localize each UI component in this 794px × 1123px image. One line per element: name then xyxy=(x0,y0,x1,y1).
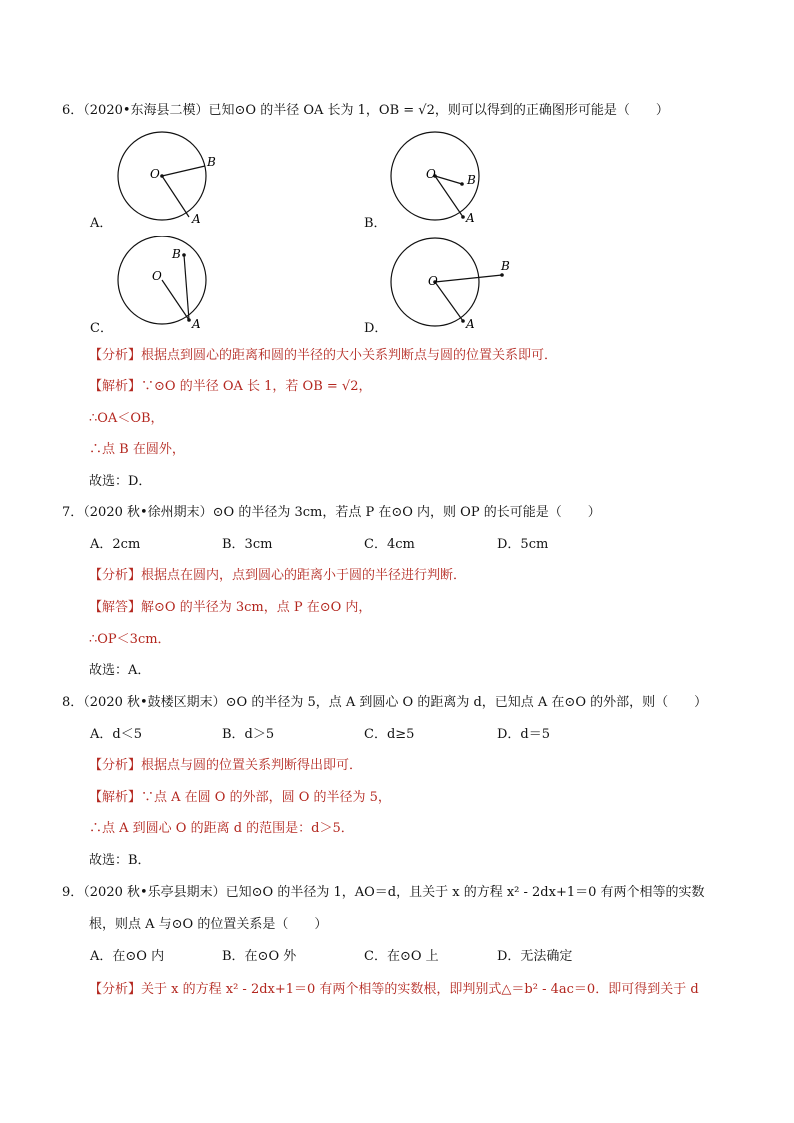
q8-option-b: B．d＞5 xyxy=(222,727,275,742)
q7-option-d: D．5cm xyxy=(497,537,549,552)
analysis-text: 根据点到圆心的距离和圆的半径的大小关系判断点与圆的位置关系即可． xyxy=(141,348,558,363)
q9-stem: 9．（2020 秋•乐亭县期末）已知⊙O 的半径为 1，AO＝d，且关于 x 的方程 x² - 2dx+1＝0 有两个相等的实数 xyxy=(62,885,705,900)
figure-c xyxy=(110,236,230,336)
q7-analysis xyxy=(89,567,466,585)
q7-option-c: C．4cm xyxy=(364,537,415,552)
point-o-label: O xyxy=(428,274,438,288)
q9-option-d: D．无法确定 xyxy=(497,949,573,964)
q8-answer: 故选：B． xyxy=(89,853,151,868)
point-a-label: A xyxy=(466,211,475,225)
q6-answer: 故选：D． xyxy=(89,474,152,489)
q9-stem-continued: 根，则点 A 与⊙O 的位置关系是（ ） xyxy=(89,917,328,932)
solution-text: ∵⊙O 的半径 OA 长 1，若 OB = √2， xyxy=(141,379,372,394)
point-b-label: B xyxy=(172,247,181,261)
q9-analysis xyxy=(89,981,699,999)
point-o-label: O xyxy=(426,167,436,181)
q6-option-d: D． xyxy=(364,321,388,336)
point-a-label: A xyxy=(192,212,201,226)
q8-step-1: ∴点 A 到圆心 O 的距离 d 的范围是：d＞5． xyxy=(89,821,354,836)
q9-option-a: A．在⊙O 内 xyxy=(90,949,165,964)
q8-option-d: D．d＝5 xyxy=(497,727,551,742)
solution-tag: 【解析】 xyxy=(89,379,142,394)
q6-option-c: C． xyxy=(90,321,113,336)
q8-stem: 8．（2020 秋•鼓楼区期末）⊙O 的半径为 5，点 A 到圆心 O 的距离为 d，已知点 A 在⊙O 的外部，则（ ） xyxy=(62,695,708,710)
q6-step-2: ∴点 B 在圆外， xyxy=(89,442,185,457)
q7-answer: 故选：A． xyxy=(89,663,151,678)
point-a-label: A xyxy=(466,317,475,331)
point-b-label: B xyxy=(207,155,216,169)
q7-option-a: A．2cm xyxy=(90,537,141,552)
q8-option-c: C．d≥5 xyxy=(364,727,415,742)
analysis-text: 根据点在圆内，点到圆心的距离小于圆的半径进行判断． xyxy=(141,568,467,583)
point-b-label: B xyxy=(467,173,476,187)
q8-option-a: A．d＜5 xyxy=(90,727,142,742)
point-a-label: A xyxy=(192,317,201,331)
q7-stem: 7．（2020 秋•徐州期末）⊙O 的半径为 3cm，若点 P 在⊙O 内，则 OP 的长可能是（ ） xyxy=(62,505,601,520)
q6-option-b: B． xyxy=(364,216,387,231)
solution-tag: 【解答】 xyxy=(89,600,142,615)
q9-option-c: C．在⊙O 上 xyxy=(364,949,439,964)
solution-tag: 【解析】 xyxy=(89,790,142,805)
point-o-label: O xyxy=(150,167,160,181)
q6-step-1: ∴OA＜OB， xyxy=(89,411,164,426)
figure-b xyxy=(385,130,505,230)
q9-option-b: B．在⊙O 外 xyxy=(222,949,297,964)
figure-a xyxy=(110,130,230,230)
q6-stem: 6．（2020•东海县二模）已知⊙O 的半径 OA 长为 1，OB = √2，则可以得到的正确图形可能是（ ） xyxy=(62,103,669,118)
q7-solution xyxy=(89,599,371,617)
q7-step-1: ∴OP＜3cm． xyxy=(89,632,171,647)
q7-option-b: B．3cm xyxy=(222,537,273,552)
q8-solution xyxy=(89,789,391,807)
q6-solution xyxy=(89,378,371,396)
point-o-label: O xyxy=(152,269,162,283)
analysis-tag: 【分析】 xyxy=(89,568,142,583)
solution-text: ∵点 A 在圆 O 的外部，圆 O 的半径为 5， xyxy=(141,790,391,805)
q6-analysis xyxy=(89,347,557,365)
solution-text: 解⊙O 的半径为 3cm，点 P 在⊙O 内， xyxy=(141,600,372,615)
analysis-text: 根据点与圆的位置关系判断得出即可． xyxy=(141,758,363,773)
point-b-label: B xyxy=(501,259,510,273)
analysis-tag: 【分析】 xyxy=(89,758,142,773)
figure-d xyxy=(385,236,525,336)
analysis-tag: 【分析】 xyxy=(89,348,142,363)
analysis-tag: 【分析】 xyxy=(89,982,142,997)
q8-analysis xyxy=(89,757,362,775)
analysis-text: 关于 x 的方程 x² - 2dx+1＝0 有两个相等的实数根，即判别式△＝b² - 4ac＝0．即可得到关于 d xyxy=(141,982,699,997)
q6-option-a: A． xyxy=(90,216,113,231)
